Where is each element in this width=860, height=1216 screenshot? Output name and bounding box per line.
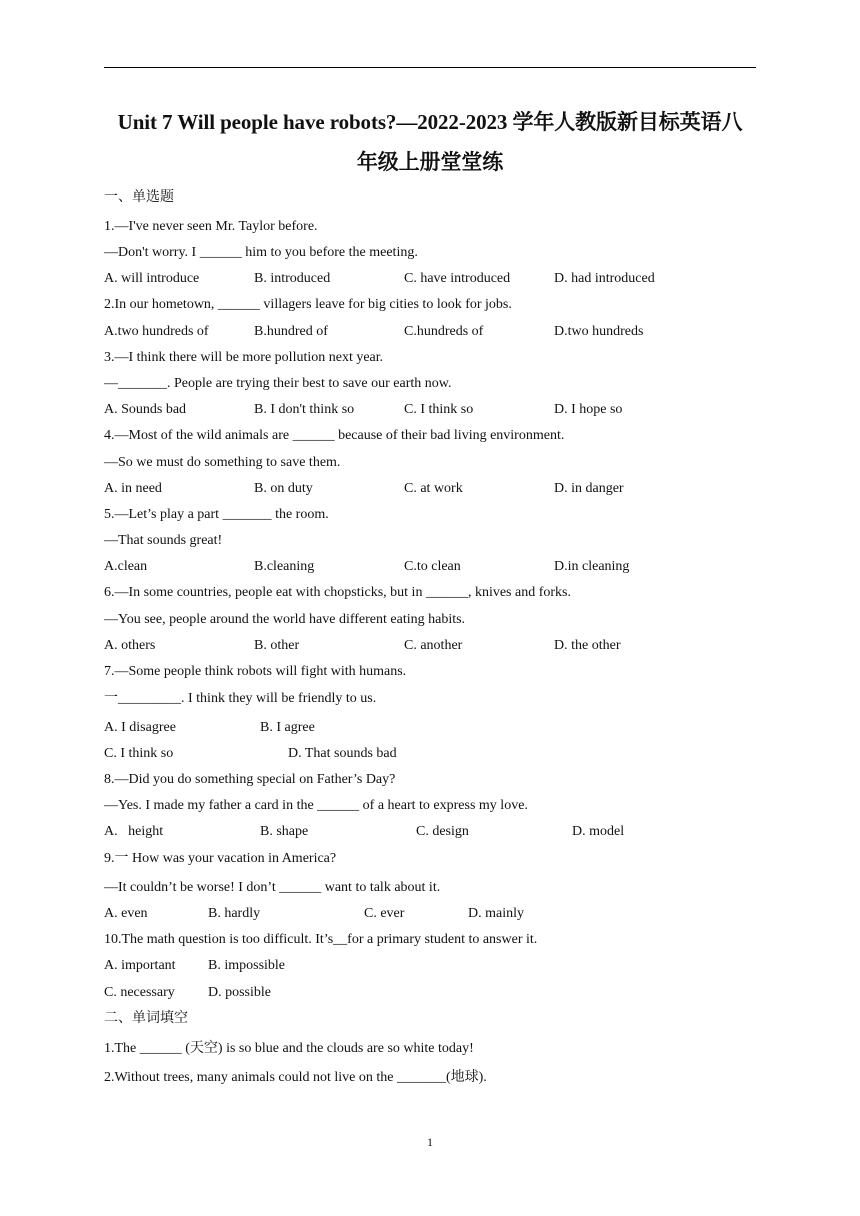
question-1-option-d: D. had introduced bbox=[554, 271, 655, 286]
question-5-response: —That sounds great! bbox=[104, 533, 223, 548]
question-1-option-b: B. introduced bbox=[254, 271, 331, 286]
question-8-stem: 8.—Did you do something special on Father’s Day? bbox=[104, 772, 396, 787]
question-3-option-b: B. I don't think so bbox=[254, 402, 355, 417]
question-1-option-a: A. will introduce bbox=[104, 271, 200, 286]
question-3-option-d: D. I hope so bbox=[554, 402, 623, 417]
question-6-option-a: A. others bbox=[104, 638, 156, 653]
question-1-option-c: C. have introduced bbox=[404, 271, 511, 286]
question-2-option-b: B.hundred of bbox=[254, 324, 328, 339]
question-3-response: —_______. People are trying their best to save our earth now. bbox=[104, 376, 452, 391]
question-6-response: —You see, people around the world have different eating habits. bbox=[104, 612, 466, 627]
question-1-response: —Don't worry. I ______ him to you before the meeting. bbox=[104, 245, 418, 260]
question-6-stem: 6.—In some countries, people eat with chopsticks, but in ______, knives and forks. bbox=[104, 585, 571, 600]
question-8-option-c: C. design bbox=[416, 824, 469, 839]
question-2-option-a: A.two hundreds of bbox=[104, 324, 209, 339]
question-3-stem: 3.—I think there will be more pollution next year. bbox=[104, 350, 384, 365]
question-9-option-c: C. ever bbox=[364, 906, 405, 921]
section-heading-single-choice: 一、单选题 bbox=[104, 190, 174, 205]
question-8-option-a: A. height bbox=[104, 824, 164, 839]
question-9-option-d: D. mainly bbox=[468, 906, 524, 921]
question-2-option-d: D.two hundreds bbox=[554, 324, 644, 339]
question-5-option-b: B.cleaning bbox=[254, 559, 315, 574]
header-rule bbox=[104, 67, 756, 68]
question-5-stem: 5.—Let’s play a part _______ the room. bbox=[104, 507, 329, 522]
question-5-option-a: A.clean bbox=[104, 559, 148, 574]
question-1-stem: 1.—I've never seen Mr. Taylor before. bbox=[104, 219, 318, 234]
question-2-stem: 2.In our hometown, ______ villagers leave for big cities to look for jobs. bbox=[104, 297, 512, 312]
question-6-option-d: D. the other bbox=[554, 638, 621, 653]
question-4-option-b: B. on duty bbox=[254, 481, 313, 496]
question-9-response: —It couldn’t be worse! I don’t ______ want to talk about it. bbox=[104, 880, 441, 895]
question-4-option-c: C. at work bbox=[404, 481, 463, 496]
question-7-stem: 7.—Some people think robots will fight with humans. bbox=[104, 664, 407, 679]
question-6-option-c: C. another bbox=[404, 638, 463, 653]
fill-question-2: 2.Without trees, many animals could not live on the _______(地球). bbox=[104, 1070, 487, 1085]
question-10-option-d: D. possible bbox=[208, 985, 271, 1000]
fill-question-1: 1.The ______ (天空) is so blue and the clouds are so white today! bbox=[104, 1041, 474, 1056]
question-10-option-b: B. impossible bbox=[208, 958, 286, 973]
document-title-line-2: 年级上册堂堂练 bbox=[356, 150, 504, 174]
question-7-response: 一_________. I think they will be friendly to us. bbox=[104, 691, 377, 706]
document-title-line-1: Unit 7 Will people have robots?—2022-2023 学年人教版新目标英语八 bbox=[117, 110, 743, 134]
question-2-option-c: C.hundreds of bbox=[404, 324, 484, 339]
question-9-option-b: B. hardly bbox=[208, 906, 261, 921]
question-7-option-c: C. I think so bbox=[104, 746, 174, 761]
section-heading-word-fill: 二、单词填空 bbox=[104, 1011, 188, 1026]
question-4-response: —So we must do something to save them. bbox=[104, 455, 341, 470]
question-8-option-d: D. model bbox=[572, 824, 625, 839]
question-10-option-a: A. important bbox=[104, 958, 176, 973]
question-9-option-a: A. even bbox=[104, 906, 148, 921]
question-7-option-b: B. I agree bbox=[260, 720, 315, 735]
page-number: 1 bbox=[427, 1135, 433, 1149]
question-8-option-b: B. shape bbox=[260, 824, 309, 839]
question-9-stem: 9.一 How was your vacation in America? bbox=[104, 851, 337, 866]
question-6-option-b: B. other bbox=[254, 638, 300, 653]
question-10-option-c: C. necessary bbox=[104, 985, 175, 1000]
question-10-stem: 10.The math question is too difficult. It’s__for a primary student to answer it. bbox=[104, 932, 538, 947]
question-8-response: —Yes. I made my father a card in the ______ of a heart to express my love. bbox=[104, 798, 528, 813]
question-3-option-a: A. Sounds bad bbox=[104, 402, 187, 417]
question-4-option-d: D. in danger bbox=[554, 481, 624, 496]
question-5-option-d: D.in cleaning bbox=[554, 559, 630, 574]
question-3-option-c: C. I think so bbox=[404, 402, 474, 417]
question-4-option-a: A. in need bbox=[104, 481, 162, 496]
question-7-option-a: A. I disagree bbox=[104, 720, 176, 735]
question-4-stem: 4.—Most of the wild animals are ______ because of their bad living environment. bbox=[104, 428, 565, 443]
question-5-option-c: C.to clean bbox=[404, 559, 461, 574]
question-7-option-d: D. That sounds bad bbox=[288, 746, 397, 761]
